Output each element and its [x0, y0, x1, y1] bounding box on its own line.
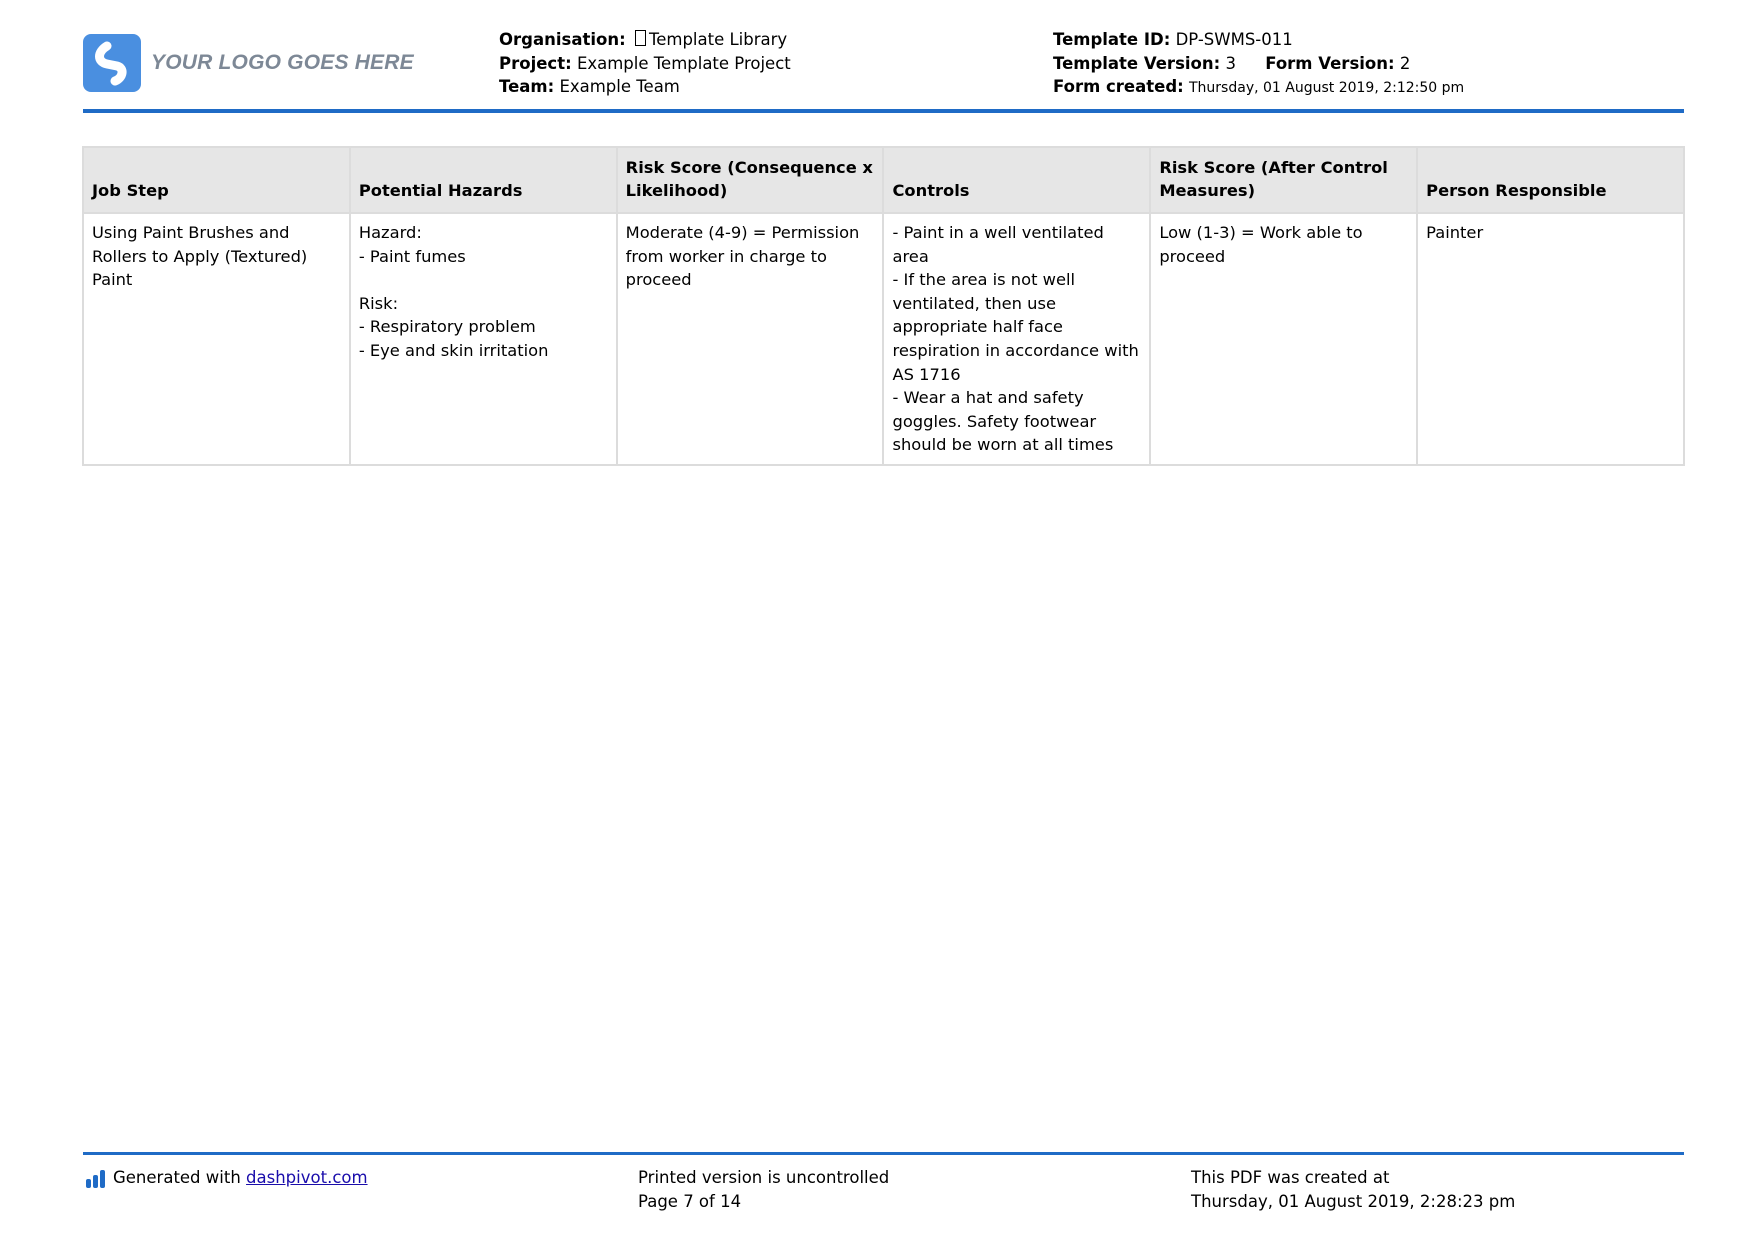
- cell-potential-hazards: Hazard: - Paint fumes Risk: - Respiratory problem - Eye and skin irritation: [350, 213, 617, 465]
- footer-pdf-created: [1191, 1166, 1515, 1213]
- footer-status: [638, 1166, 889, 1213]
- pdf-created-value: Thursday, 01 August 2019, 2:28:23 pm: [1191, 1191, 1516, 1211]
- bar-chart-icon: [86, 1170, 105, 1188]
- col-person-responsible: Person Responsible: [1417, 147, 1684, 213]
- col-job-step: Job Step: [83, 147, 350, 213]
- generated-prefix: Generated with: [113, 1168, 241, 1187]
- page-number: Page 7 of 14: [638, 1191, 742, 1211]
- team-value: Example Team: [559, 77, 680, 96]
- cell-risk-score: Moderate (4-9) = Permission from worker in charge to proceed: [617, 213, 884, 465]
- template-id-label: Template ID:: [1053, 30, 1171, 49]
- table-header-row: [83, 147, 1684, 213]
- template-meta: [1053, 28, 1464, 101]
- template-version-value: 3: [1225, 53, 1236, 73]
- footer-divider: [83, 1152, 1684, 1155]
- page-header: [83, 28, 1684, 110]
- header-divider: [83, 109, 1684, 113]
- project-value: Example Template Project: [576, 53, 791, 73]
- form-created-label: Form created:: [1053, 77, 1184, 96]
- col-controls: Controls: [883, 147, 1150, 213]
- version-line: [1053, 52, 1464, 76]
- dashpivot-link[interactable]: dashpivot.com: [246, 1168, 368, 1187]
- form-version-label: Form Version:: [1265, 53, 1395, 73]
- team-label: Team:: [499, 77, 555, 96]
- project-meta: [499, 28, 791, 99]
- template-id-line: [1053, 28, 1464, 52]
- col-potential-hazards: Potential Hazards: [350, 147, 617, 213]
- logo-mark-icon: [83, 34, 141, 92]
- company-logo: [83, 34, 414, 92]
- swms-table: [82, 146, 1685, 466]
- col-risk-score-after: Risk Score (After Control Measures): [1150, 147, 1417, 213]
- pdf-created-label: This PDF was created at: [1191, 1168, 1390, 1187]
- project-label: Project:: [499, 53, 572, 73]
- cell-job-step: Using Paint Brushes and Rollers to Apply (Textured) Paint: [83, 213, 350, 465]
- form-version-value: 2: [1399, 53, 1411, 73]
- building-icon: [635, 30, 646, 46]
- cell-risk-score-after: Low (1-3) = Work able to proceed: [1150, 213, 1417, 465]
- organisation-label: Organisation:: [499, 30, 626, 49]
- form-created-line: [1053, 75, 1464, 101]
- form-created-value: Thursday, 01 August 2019, 2:12:50 pm: [1189, 80, 1465, 96]
- logo-text: YOUR LOGO GOES HERE: [151, 51, 414, 74]
- template-version-label: Template Version:: [1053, 53, 1221, 73]
- table-row: [83, 213, 1684, 465]
- footer-generated: [86, 1166, 368, 1190]
- uncontrolled-note: Printed version is uncontrolled: [638, 1168, 890, 1187]
- cell-person-responsible: Painter: [1417, 213, 1684, 465]
- organisation-value: Template Library: [648, 30, 788, 49]
- cell-controls: - Paint in a well ventilated area - If the area is not well ventilated, then use appropriate half face respiration in accordance with AS 1716 - Wear a hat and safety goggles. Safety footwear should be worn at all times: [883, 213, 1150, 465]
- col-risk-score: Risk Score (Consequence x Likelihood): [617, 147, 884, 213]
- team-line: [499, 75, 791, 99]
- organisation-line: [499, 28, 791, 52]
- project-line: [499, 52, 791, 76]
- template-id-value: DP-SWMS-011: [1175, 30, 1293, 49]
